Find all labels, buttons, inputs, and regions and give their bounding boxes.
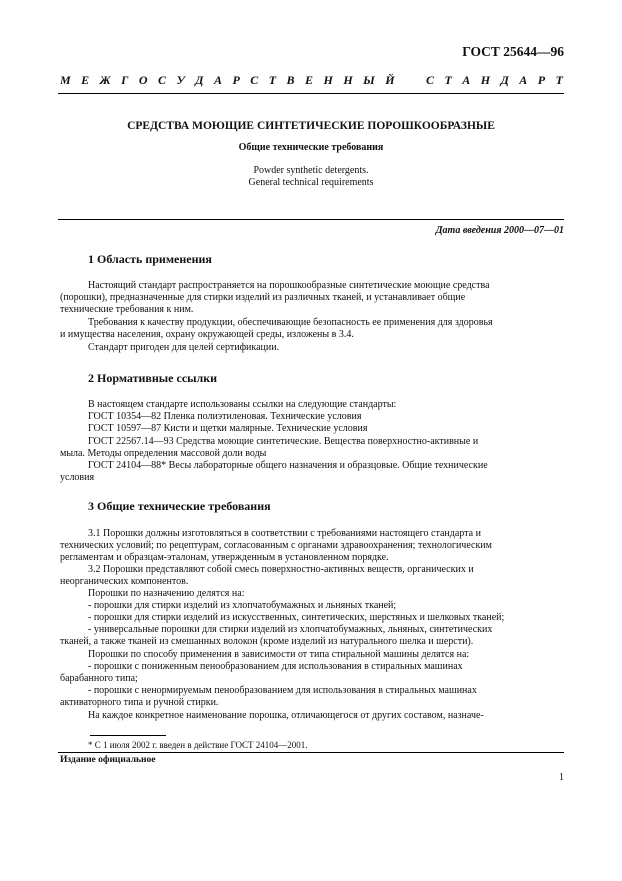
usage-item-1-cont: барабанного типа; bbox=[60, 673, 138, 684]
reference-2: ГОСТ 10597—87 Кисти и щетки малярные. Технические условия bbox=[88, 423, 368, 434]
banner-letter: С bbox=[250, 73, 259, 87]
banner-letter: Н bbox=[323, 73, 333, 87]
banner-letter: Т bbox=[268, 73, 277, 87]
usage-item-2-cont: активаторного типа и ручной стирки. bbox=[60, 697, 219, 708]
usage-item-2: - порошки с ненормируемым пенообразованием для использования в стиральных машинах bbox=[88, 685, 477, 696]
purpose-item-1: - порошки для стирки изделий из хлопчатобумажных и льняных тканей; bbox=[88, 600, 397, 611]
banner-letter: У bbox=[176, 73, 185, 87]
banner-letter: О bbox=[138, 73, 148, 87]
banner-letter: А bbox=[462, 73, 471, 87]
banner-letter: С bbox=[426, 73, 435, 87]
banner-letter: Т bbox=[555, 73, 563, 87]
reference-3: ГОСТ 22567.14—93 Средства моющие синтетические. Вещества поверхностно-активные и bbox=[88, 436, 479, 447]
standard-banner bbox=[60, 73, 563, 88]
banner-letter: Р bbox=[537, 73, 546, 87]
footnote-rule bbox=[90, 735, 166, 736]
footnote: * С 1 июля 2002 г. введен в действие ГОСТ 24104—2001. bbox=[88, 740, 308, 750]
banner-letter: Е bbox=[305, 73, 314, 87]
clause-3-1: 3.1 Порошки должны изготовляться в соответствии с требованиями настоящего стандарта и bbox=[88, 528, 481, 539]
banner-letter: Д bbox=[500, 73, 509, 87]
section-3-heading: 3 Общие технические требования bbox=[88, 499, 271, 513]
banner-letter: Е bbox=[81, 73, 90, 87]
reference-3-cont: мыла. Методы определения массовой доли воды bbox=[60, 448, 267, 459]
banner-letter: А bbox=[213, 73, 222, 87]
purpose-item-2: - порошки для стирки изделий из искусственных, синтетических, шерстяных и шелковых тканей; bbox=[88, 612, 505, 623]
banner-letter: М bbox=[60, 73, 71, 87]
section-2-heading: 2 Нормативные ссылки bbox=[88, 371, 218, 385]
title-rule bbox=[58, 219, 564, 220]
naming-paragraph: На каждое конкретное наименование порошка, отличающегося от других составом, назначе- bbox=[88, 710, 484, 721]
banner-letter: В bbox=[286, 73, 295, 87]
clause-3-1-cont: технических условий; по рецептурам, согласованным с органами здравоохранения; технологическим регламентам и образцам-эталонам, утвержденным в установленном порядке. bbox=[60, 540, 492, 564]
banner-letter: Д bbox=[195, 73, 204, 87]
banner-letter: А bbox=[519, 73, 528, 87]
section-1-paragraph-3: Стандарт пригоден для целей сертификации. bbox=[88, 342, 280, 353]
document-number: ГОСТ 25644—96 bbox=[462, 44, 564, 59]
usage-intro: Порошки по способу применения в зависимости от типа стиральной машины делятся на: bbox=[88, 649, 470, 660]
official-edition-label: Издание официальное bbox=[60, 755, 156, 765]
section-1-paragraph-2-cont: и имущества населения, охрану окружающей среды, изложены в 3.4. bbox=[60, 329, 354, 340]
footer-rule bbox=[58, 752, 564, 753]
reference-1: ГОСТ 10354—82 Пленка полиэтиленовая. Технические условия bbox=[88, 411, 362, 422]
section-1-paragraph-2: Требования к качеству продукции, обеспечивающие безопасность ее применения для здоровья bbox=[88, 317, 493, 328]
purpose-item-3: - универсальные порошки для стирки изделий из хлопчатобумажных, льняных, синтетических bbox=[88, 624, 493, 635]
banner-letter: Н bbox=[343, 73, 353, 87]
section-1-paragraph-1: Настоящий стандарт распространяется на порошкообразные синтетические моющие средства bbox=[88, 280, 490, 291]
document-title: СРЕДСТВА МОЮЩИЕ СИНТЕТИЧЕСКИЕ ПОРОШКООБРАЗНЫЕ bbox=[127, 120, 495, 132]
introduction-date: Дата введения 2000—07—01 bbox=[435, 225, 564, 236]
section-2-intro: В настоящем стандарте использованы ссылки на следующие стандарты: bbox=[88, 399, 397, 410]
purpose-item-3-cont: тканей, а также тканей из смешанных волокон (кроме изделий из натурального шелка и шерсти). bbox=[60, 636, 474, 647]
section-1-heading: 1 Область применения bbox=[88, 252, 212, 266]
banner-letter: С bbox=[157, 73, 166, 87]
document-subtitle: Общие технические требования bbox=[238, 142, 384, 153]
banner-letter: Р bbox=[232, 73, 240, 87]
banner-letter: Н bbox=[480, 73, 491, 87]
banner-letter: Т bbox=[444, 73, 452, 87]
banner-letter: Ы bbox=[363, 73, 375, 87]
usage-item-1: - порошки с пониженным пенообразованием для использования в стиральных машинах bbox=[88, 661, 463, 672]
page-number: 1 bbox=[559, 772, 564, 783]
banner-letter: Г bbox=[121, 73, 129, 87]
banner-letter: Ж bbox=[99, 73, 111, 87]
english-title-line-1: Powder synthetic detergents. bbox=[253, 165, 369, 176]
clause-3-2: 3.2 Порошки представляют собой смесь поверхностно-активных веществ, органических и bbox=[88, 564, 474, 575]
section-1-paragraph-1-cont: (порошки), предназначенные для стирки изделий из различных тканей, и устанавливает общие технические требования к ним. bbox=[60, 292, 466, 316]
reference-4-cont: условия bbox=[60, 472, 95, 483]
purpose-intro: Порошки по назначению делятся на: bbox=[88, 588, 245, 599]
reference-4: ГОСТ 24104—88* Весы лабораторные общего назначения и образцовые. Общие технические bbox=[88, 460, 488, 471]
header-rule bbox=[58, 93, 564, 94]
clause-3-2-cont: неорганических компонентов. bbox=[60, 576, 189, 587]
banner-letter: Й bbox=[385, 73, 395, 87]
english-title-line-2: General technical requirements bbox=[248, 177, 374, 188]
